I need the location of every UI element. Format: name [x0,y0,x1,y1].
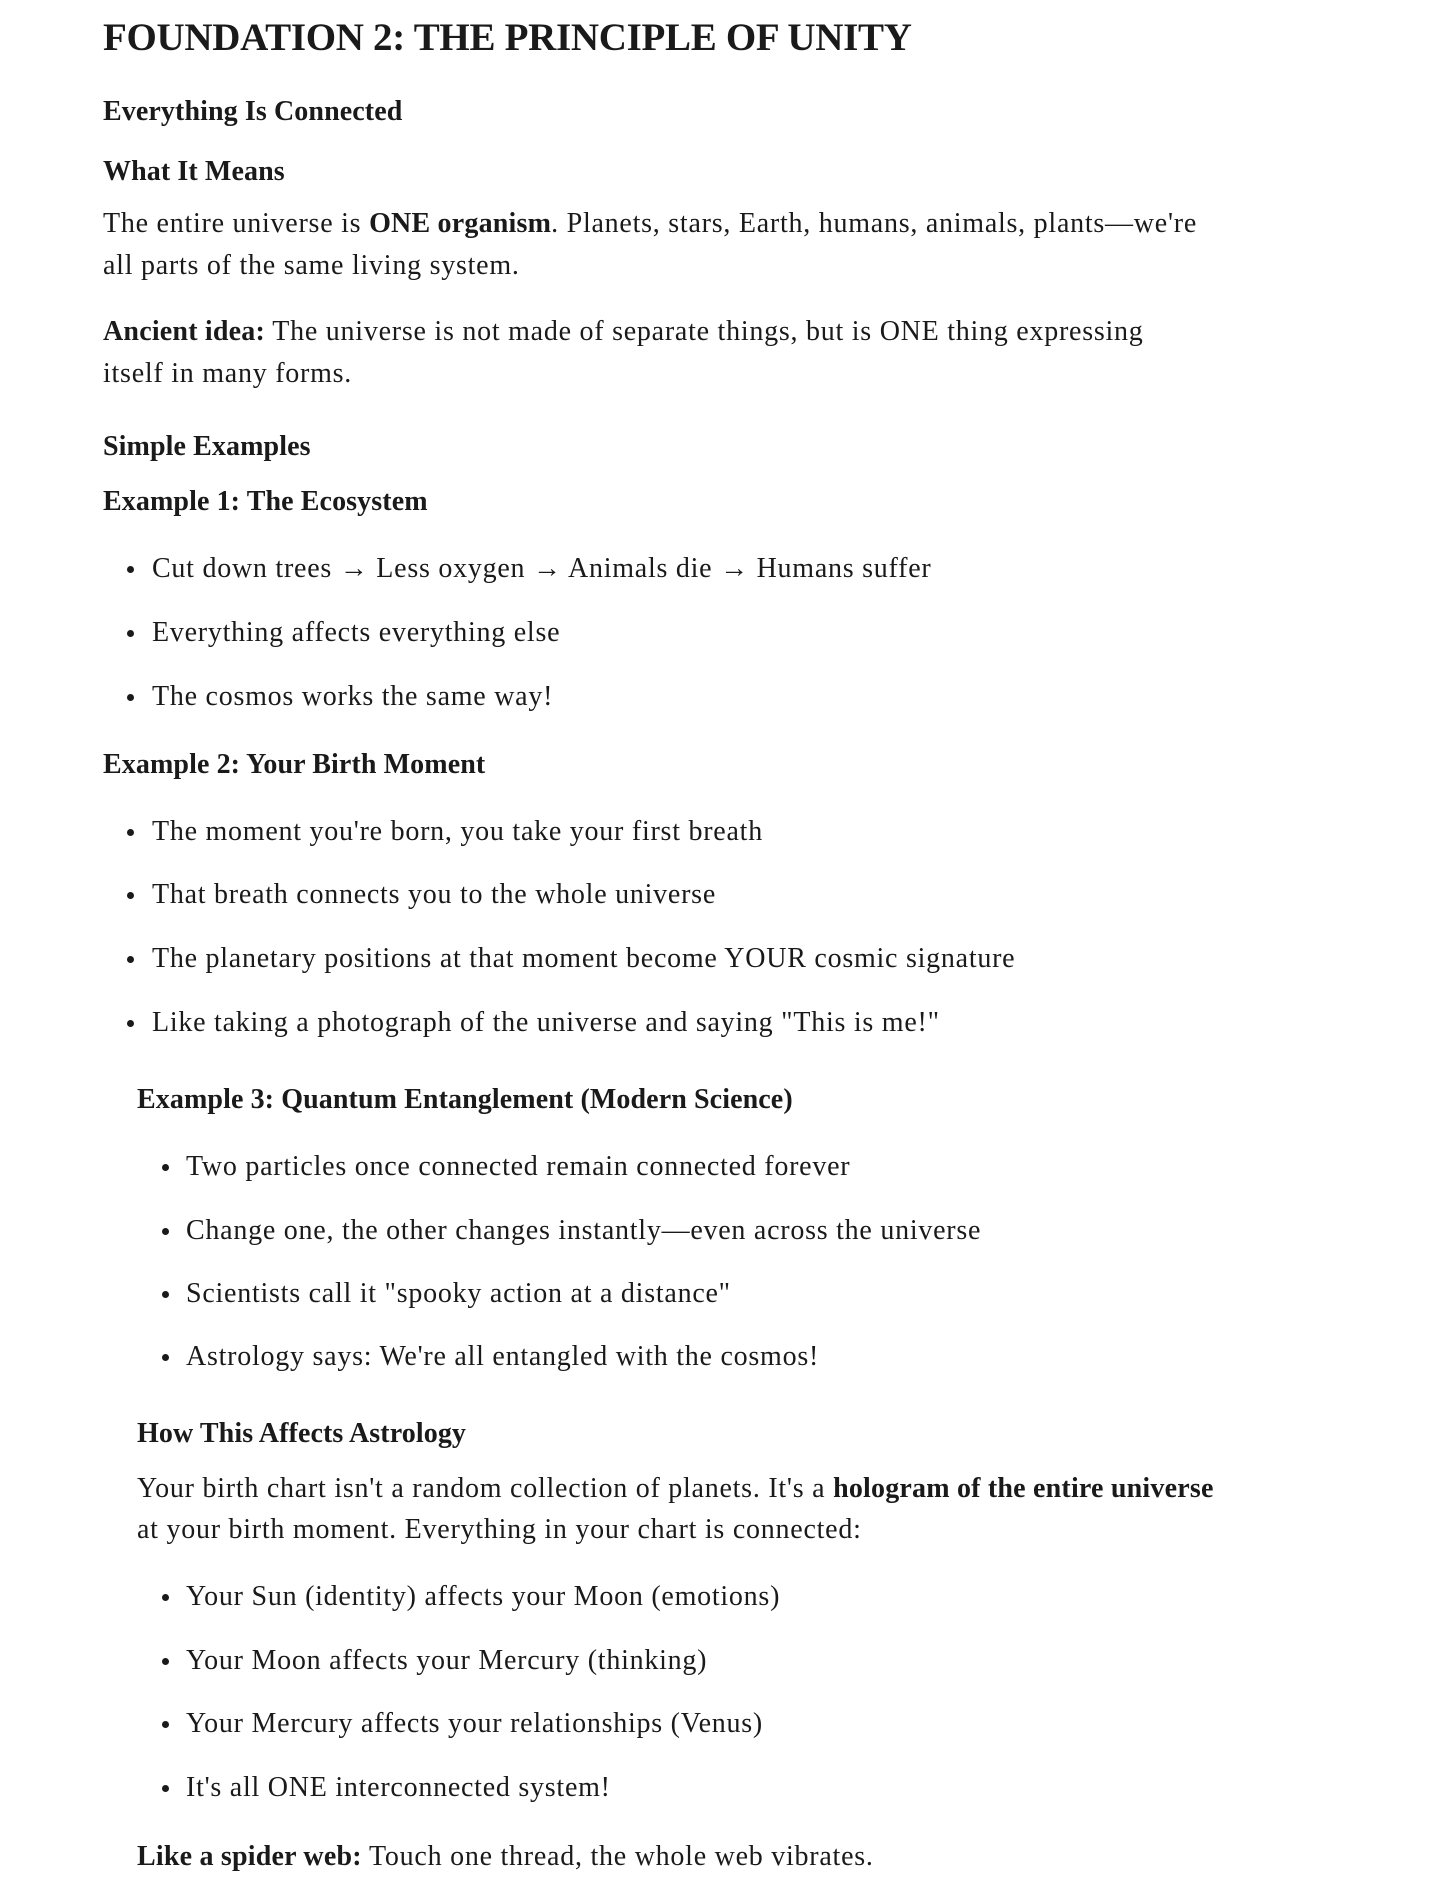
bullet-icon [127,892,134,899]
heading-what-it-means: What It Means [103,156,285,187]
bullet-icon [162,1291,169,1298]
list-item-text: Astrology says: We're all entangled with the cosmos! [186,1341,820,1372]
heading-example-1: Example 1: The Ecosystem [103,486,428,517]
list-item-text: Two particles once connected remain connected forever [186,1151,851,1182]
bold-text: ONE organism [369,208,552,239]
list-item-text: Change one, the other changes instantly—even across the universe [186,1215,982,1246]
paragraph-line [103,311,1144,353]
list-item-text: Cut down trees → Less oxygen → Animals die → Humans suffer [152,553,932,584]
bullet-icon [162,1164,169,1171]
text: Your birth chart isn't a random collection of planets. It's a [137,1473,834,1504]
bullet-icon [162,1354,169,1361]
bullet-icon [162,1594,169,1601]
bullet-icon [127,630,134,637]
list-item-text: Your Mercury affects your relationships (Venus) [186,1708,763,1739]
bullet-icon [162,1658,169,1665]
bold-text: hologram of the entire universe [833,1473,1214,1504]
list-item-text: Your Moon affects your Mercury (thinking) [186,1645,708,1676]
text: The entire universe is [103,208,370,239]
heading-how-this-affects-astrology: How This Affects Astrology [137,1418,467,1449]
bullet-icon [162,1785,169,1792]
list-item-text: That breath connects you to the whole universe [152,879,716,910]
section-subtitle: Everything Is Connected [103,96,403,127]
text: . Planets, stars, Earth, humans, animals, plants—we're [551,208,1198,239]
bullet-icon [127,1020,134,1027]
list-item-text: The planetary positions at that moment become YOUR cosmic signature [152,943,1016,974]
paragraph-line: itself in many forms. [103,358,353,389]
heading-example-3: Example 3: Quantum Entanglement (Modern Science) [137,1084,793,1115]
list-item-text: Scientists call it "spooky action at a distance" [186,1278,731,1309]
list-item-text: Everything affects everything else [152,617,561,648]
bullet-icon [127,829,134,836]
bullet-icon [127,694,134,701]
heading-example-2: Example 2: Your Birth Moment [103,749,486,780]
list-item-text: The moment you're born, you take your first breath [152,816,763,847]
paragraph-line [137,1468,1214,1510]
heading-simple-examples: Simple Examples [103,431,311,462]
bullet-icon [162,1228,169,1235]
paragraph-line: at your birth moment. Everything in your chart is connected: [137,1514,862,1545]
text: The universe is not made of separate things, but is ONE thing expressing [265,316,1144,347]
text: Touch one thread, the whole web vibrates. [361,1841,874,1872]
bold-text: Ancient idea: [103,316,266,347]
list-item-text: The cosmos works the same way! [152,681,554,712]
bullet-icon [162,1721,169,1728]
page-title: FOUNDATION 2: THE PRINCIPLE OF UNITY [103,16,912,59]
bold-text: Like a spider web: [137,1841,362,1872]
bullet-icon [127,566,134,573]
list-item-text: Your Sun (identity) affects your Moon (emotions) [186,1581,781,1612]
closing-spider-web [137,1836,874,1878]
list-item-text: Like taking a photograph of the universe and saying "This is me!" [152,1007,940,1038]
paragraph-line [103,203,1197,245]
paragraph-line: all parts of the same living system. [103,250,520,281]
bullet-icon [127,956,134,963]
list-item-text: It's all ONE interconnected system! [186,1772,611,1803]
